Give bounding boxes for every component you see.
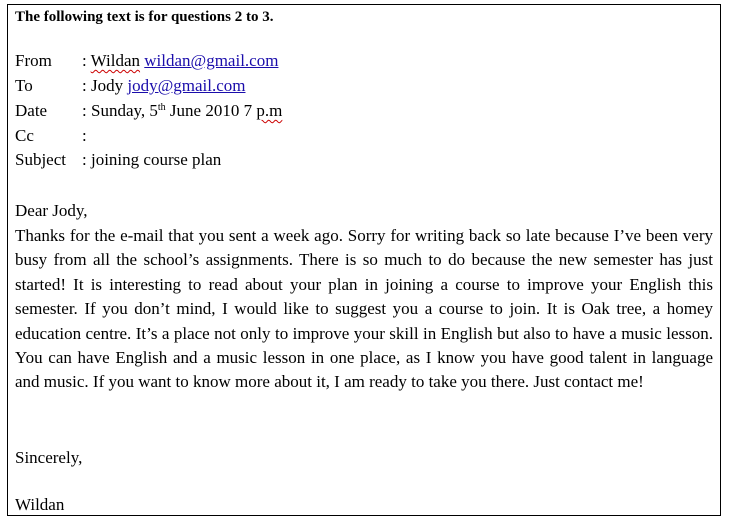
subject-row — [15, 149, 221, 171]
date-day: Sunday, 5 — [90, 101, 158, 120]
to-label: To — [15, 76, 33, 95]
to-row — [15, 75, 245, 97]
cc-row — [15, 125, 87, 147]
date-row — [15, 100, 282, 122]
question-heading: The following text is for questions 2 to 3. — [15, 9, 274, 25]
subject-separator: : — [82, 150, 91, 169]
to-separator: : — [82, 76, 91, 95]
to-email-link[interactable]: jody@gmail.com — [127, 76, 246, 95]
cc-label: Cc — [15, 126, 34, 145]
from-separator: : — [82, 51, 91, 70]
letter-body: Thanks for the e-mail that you sent a week ago. Sorry for writing back so late because I’ve been very busy from all the school’s assignments. There is so much to do because the new semester has just started! It is interesting to read about your plan in joining a course to improve your English this semester. If you don’t mind, I would like to suggest you a course to join. It is Oak tree, a homey education centre. It’s a place not only to improve your skill in English but also to have a music lesson. You can have English and a music lesson in one place, as I know you have good talent in language and music. If you want to know more about it, I am ready to take you there. Just contact me! — [15, 226, 713, 392]
subject-value: joining course plan — [90, 150, 222, 169]
from-name: Wildan — [90, 51, 141, 70]
letter-closing: Sincerely, — [15, 448, 83, 467]
from-row — [15, 50, 278, 72]
date-rest: June 2010 7 — [165, 101, 257, 120]
subject-label: Subject — [15, 150, 66, 169]
date-ordinal: th — [157, 102, 166, 113]
date-ampm: p.m — [256, 101, 283, 120]
from-label: From — [15, 51, 52, 70]
letter-signature: Wildan — [15, 495, 65, 514]
to-name: Jody — [90, 76, 124, 95]
date-separator: : — [82, 101, 91, 120]
from-email-link[interactable]: wildan@gmail.com — [144, 51, 279, 70]
cc-separator: : — [82, 126, 87, 145]
letter-greeting: Dear Jody, — [15, 201, 88, 220]
date-label: Date — [15, 101, 48, 120]
